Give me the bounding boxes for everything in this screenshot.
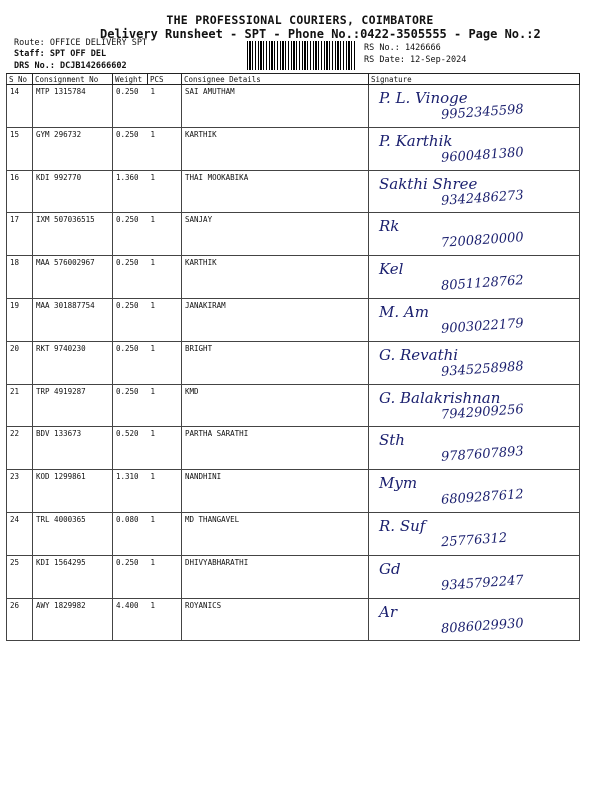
row-pcs: 1 xyxy=(148,127,182,170)
row-signature xyxy=(369,512,580,555)
signature-phone: 8051128762 xyxy=(440,273,525,295)
runsheet-table xyxy=(6,73,580,641)
row-pcs: 1 xyxy=(148,470,182,513)
table-row xyxy=(7,384,580,427)
row-consignee: MD THANGAVEL xyxy=(182,512,369,555)
row-signature xyxy=(369,384,580,427)
row-pcs: 1 xyxy=(148,512,182,555)
table-row xyxy=(7,598,580,641)
row-consignee: PARTHA SARATHI xyxy=(182,427,369,470)
row-pcs: 1 xyxy=(148,341,182,384)
row-weight: 4.400 xyxy=(113,598,148,641)
table-row xyxy=(7,470,580,513)
row-sno: 19 xyxy=(7,298,33,341)
signature-phone: 9342486273 xyxy=(440,187,525,209)
signature-phone: 25776312 xyxy=(440,530,508,551)
row-consignment: TRL 4000365 xyxy=(33,512,113,555)
signature-phone: 6809287612 xyxy=(440,487,525,509)
signature-phone: 9787607893 xyxy=(440,444,525,466)
row-pcs: 1 xyxy=(148,213,182,256)
row-signature xyxy=(369,427,580,470)
row-weight: 0.250 xyxy=(113,384,148,427)
row-consignee: NANDHINI xyxy=(182,470,369,513)
row-signature xyxy=(369,85,580,128)
row-pcs: 1 xyxy=(148,298,182,341)
row-sno: 24 xyxy=(7,512,33,555)
row-weight: 0.080 xyxy=(113,512,148,555)
signature-name: Sth xyxy=(379,431,405,450)
row-consignment: MTP 1315784 xyxy=(33,85,113,128)
row-signature xyxy=(369,298,580,341)
row-consignee: KMD xyxy=(182,384,369,427)
row-signature xyxy=(369,470,580,513)
row-pcs: 1 xyxy=(148,256,182,299)
row-signature xyxy=(369,555,580,598)
row-consignment: TRP 4919287 xyxy=(33,384,113,427)
signature-name: P. L. Vinoge xyxy=(379,89,468,107)
row-signature xyxy=(369,341,580,384)
row-sno: 21 xyxy=(7,384,33,427)
staff-label: Staff: SPT OFF DEL xyxy=(14,49,107,59)
barcode xyxy=(247,41,357,70)
row-consignment: KDI 992770 xyxy=(33,170,113,213)
row-consignee: SANJAY xyxy=(182,213,369,256)
table-row xyxy=(7,427,580,470)
row-consignee: KARTHIK xyxy=(182,127,369,170)
col-sno: S No xyxy=(7,74,33,85)
signature-phone: 9003022179 xyxy=(440,316,525,337)
row-weight: 0.250 xyxy=(113,85,148,128)
row-weight: 0.250 xyxy=(113,298,148,341)
row-consignment: MAA 301887754 xyxy=(33,298,113,341)
signature-phone: 7200820000 xyxy=(440,230,525,252)
row-consignee: BRIGHT xyxy=(182,341,369,384)
signature-phone: 8086029930 xyxy=(440,615,525,637)
row-weight: 0.250 xyxy=(113,555,148,598)
row-consignment: MAA 576002967 xyxy=(33,256,113,299)
table-header-row xyxy=(7,74,580,85)
signature-name: Gd xyxy=(379,559,401,578)
row-consignee: KARTHIK xyxy=(182,256,369,299)
signature-name: M. Am xyxy=(379,302,429,321)
signature-phone: 9600481380 xyxy=(440,144,525,166)
table-row xyxy=(7,555,580,598)
signature-name: P. Karthik xyxy=(379,131,453,150)
company-name: THE PROFESSIONAL COURIERS, COIMBATORE xyxy=(166,13,434,27)
signature-phone: 9345258988 xyxy=(440,358,525,380)
row-sno: 22 xyxy=(7,427,33,470)
row-consignment: IXM 507036515 xyxy=(33,213,113,256)
row-sno: 16 xyxy=(7,170,33,213)
row-consignment: BDV 133673 xyxy=(33,427,113,470)
signature-name: Ar xyxy=(379,602,398,621)
row-signature xyxy=(369,127,580,170)
row-pcs: 1 xyxy=(148,555,182,598)
signature-name: G. Revathi xyxy=(379,345,459,364)
row-pcs: 1 xyxy=(148,598,182,641)
row-consignment: KOD 1299861 xyxy=(33,470,113,513)
row-sno: 23 xyxy=(7,470,33,513)
row-pcs: 1 xyxy=(148,85,182,128)
row-sno: 25 xyxy=(7,555,33,598)
signature-name: Rk xyxy=(379,217,400,236)
row-pcs: 1 xyxy=(148,170,182,213)
row-weight: 0.250 xyxy=(113,213,148,256)
row-weight: 0.520 xyxy=(113,427,148,470)
row-signature xyxy=(369,256,580,299)
row-consignee: SAI AMUTHAM xyxy=(182,85,369,128)
row-sno: 18 xyxy=(7,256,33,299)
signature-name: Mym xyxy=(379,474,418,493)
row-signature xyxy=(369,213,580,256)
table-row xyxy=(7,85,580,128)
signature-name: Kel xyxy=(379,260,404,279)
row-consignment: GYM 296732 xyxy=(33,127,113,170)
rs-number: RS No.: 1426666 xyxy=(364,43,441,53)
signature-phone: 7942909256 xyxy=(440,401,525,423)
row-consignment: RKT 9740230 xyxy=(33,341,113,384)
row-sno: 20 xyxy=(7,341,33,384)
col-consignee: Consignee Details xyxy=(182,74,369,85)
row-weight: 0.250 xyxy=(113,341,148,384)
row-pcs: 1 xyxy=(148,384,182,427)
row-weight: 1.360 xyxy=(113,170,148,213)
table-row xyxy=(7,256,580,299)
table-row xyxy=(7,512,580,555)
route-label: Route: OFFICE DELIVERY SPT xyxy=(14,38,148,48)
row-sno: 14 xyxy=(7,85,33,128)
row-sno: 26 xyxy=(7,598,33,641)
row-signature xyxy=(369,170,580,213)
signature-name: Sakthi Shree xyxy=(379,174,478,193)
row-weight: 0.250 xyxy=(113,127,148,170)
runsheet-title: Delivery Runsheet - SPT - Phone No.:0422-3505555 - Page No.:2 xyxy=(100,27,541,41)
table-row xyxy=(7,213,580,256)
drs-number: DRS No.: DCJB142666602 xyxy=(14,61,127,71)
table-row xyxy=(7,170,580,213)
row-weight: 1.310 xyxy=(113,470,148,513)
table-row xyxy=(7,127,580,170)
signature-name: R. Suf xyxy=(379,516,426,535)
table-row xyxy=(7,341,580,384)
signature-phone: 9345792247 xyxy=(440,572,525,594)
row-weight: 0.250 xyxy=(113,256,148,299)
row-consignment: AWY 1829982 xyxy=(33,598,113,641)
col-pcs: PCS xyxy=(148,74,182,85)
row-signature xyxy=(369,598,580,641)
row-pcs: 1 xyxy=(148,427,182,470)
col-consignment: Consignment No xyxy=(33,74,113,85)
row-sno: 17 xyxy=(7,213,33,256)
col-weight: Weight xyxy=(113,74,148,85)
row-consignee: ROYANICS xyxy=(182,598,369,641)
col-signature: Signature xyxy=(369,74,580,85)
signature-name: G. Balakrishnan xyxy=(379,388,501,407)
row-consignment: KDI 1564295 xyxy=(33,555,113,598)
signature-phone: 9952345598 xyxy=(440,102,525,123)
rs-date: RS Date: 12-Sep-2024 xyxy=(364,55,467,65)
table-row xyxy=(7,298,580,341)
row-consignee: DHIVYABHARATHI xyxy=(182,555,369,598)
row-consignee: THAI MOOKABIKA xyxy=(182,170,369,213)
row-sno: 15 xyxy=(7,127,33,170)
row-consignee: JANAKIRAM xyxy=(182,298,369,341)
